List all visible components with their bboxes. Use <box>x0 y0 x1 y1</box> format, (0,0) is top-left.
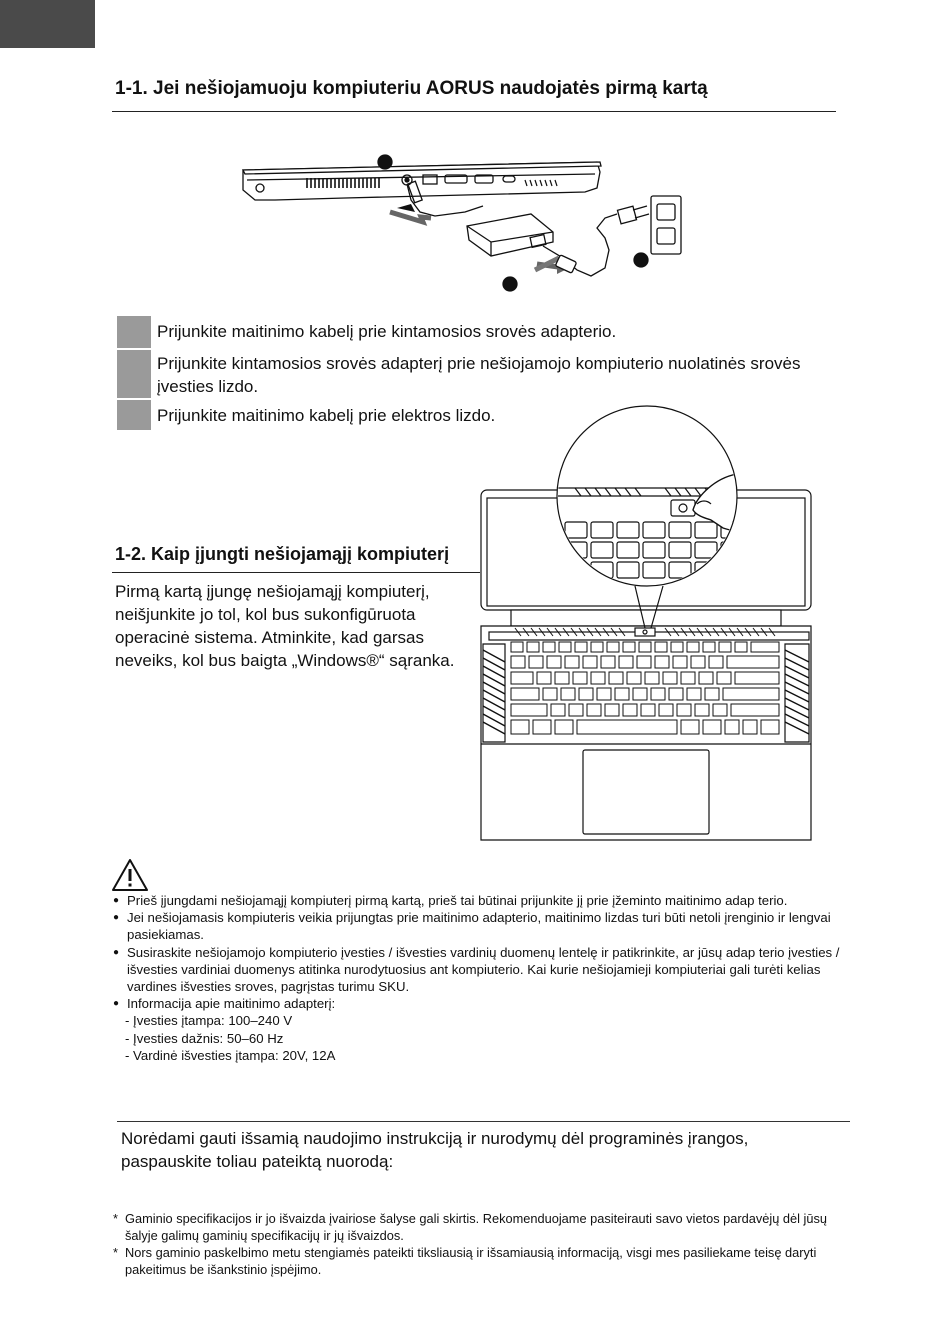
adapter-spec-output: - Vardinė išvesties įtampa: 20V, 12A <box>125 1047 336 1063</box>
step-1-text: Prijunkite maitinimo kabelį prie kintamosios srovės adapterio. <box>157 322 617 341</box>
adapter-spec-voltage: - Įvesties įtampa: 100–240 V <box>125 1013 293 1029</box>
adapter-spec-frequency: - Įvesties dažnis: 50–60 Hz <box>125 1030 284 1046</box>
warning-item: ● Susiraskite nešiojamojo kompiuterio įvesties / išvesties vardinių duomenų lentelę ir patikrinkite, ar jūsų adap terio įvesties / išvesties vardiniai duomenys atitinka nurodytuosius ant kompiuterio. Kai kurie nešiojamieji kompiuteriai gali turėti kelias vardines išvesties sroves, pagrįstas turimu SKU. <box>113 944 843 996</box>
warning-notes <box>113 892 843 1064</box>
section-2-heading: 1-2. Kaip įjungti nešiojamąjį kompiuterį <box>115 544 450 564</box>
step-marker-3 <box>117 400 151 430</box>
step-marker-1 <box>117 316 151 348</box>
warning-item: ● Jei nešiojamasis kompiuteris veikia prijungtas prie maitinimo adapterio, maitinimo lizdas turi būti netoli įrenginio ir lengvai pasiekiamas. <box>113 909 843 943</box>
warning-triangle-icon <box>111 858 149 892</box>
step-2-text: Prijunkite kintamosios srovės adapterį prie nešiojamojo kompiuterio nuolatinės srovės įvesties lizdo. <box>157 354 801 396</box>
section-2-rule <box>112 572 480 573</box>
warning-item: ● Prieš įjungdami nešiojamąjį kompiuterį pirmą kartą, prieš tai būtinai prijunkite jį prie įžeminto maitinimo adap terio. <box>113 892 843 909</box>
manual-link-paragraph: Norėdami gauti išsamią naudojimo instrukciją ir nurodymų dėl programinės įrangos, paspauskite toliau pateiktą nuorodą: <box>121 1129 749 1171</box>
footnotes <box>113 1210 843 1278</box>
footnote: * Nors gaminio paskelbimo metu stengiamės pateikti tiksliausią ir išsamiausią informaciją, visgi mes pasiliekame teisę daryti pakeitimus be išankstinio įspėjimo. <box>113 1244 843 1278</box>
section-2-body: Pirmą kartą įjungę nešiojamąjį kompiuterį, neišjunkite jo tol, kol bus sukonfigūruota operacinė sistema. Atminkite, kad garsas neveiks, kol bus baigta „Windows®“ sąranka. <box>115 582 455 670</box>
section-1-rule <box>112 111 836 112</box>
step-marker-2 <box>117 350 151 398</box>
link-section-rule <box>117 1121 850 1122</box>
step-3-text: Prijunkite maitinimo kabelį prie elektros lizdo. <box>157 406 496 425</box>
section-1-heading: 1-1. Jei nešiojamuoju kompiuteriu AORUS naudojatės pirmą kartą <box>115 78 708 99</box>
page-corner-tab <box>0 0 95 48</box>
footnote: * Gaminio specifikacijos ir jo išvaizda įvairiose šalyse gali skirtis. Rekomenduojame pasiteirauti savo vietos pardavėjų dėl jūsų šalyje galimų gaminių specifikacijų ir jų išvaizdos. <box>113 1210 843 1244</box>
power-on-illustration <box>475 400 820 850</box>
warning-item: ● Informacija apie maitinimo adapterį: <box>113 995 843 1012</box>
adapter-connection-illustration <box>235 150 695 300</box>
